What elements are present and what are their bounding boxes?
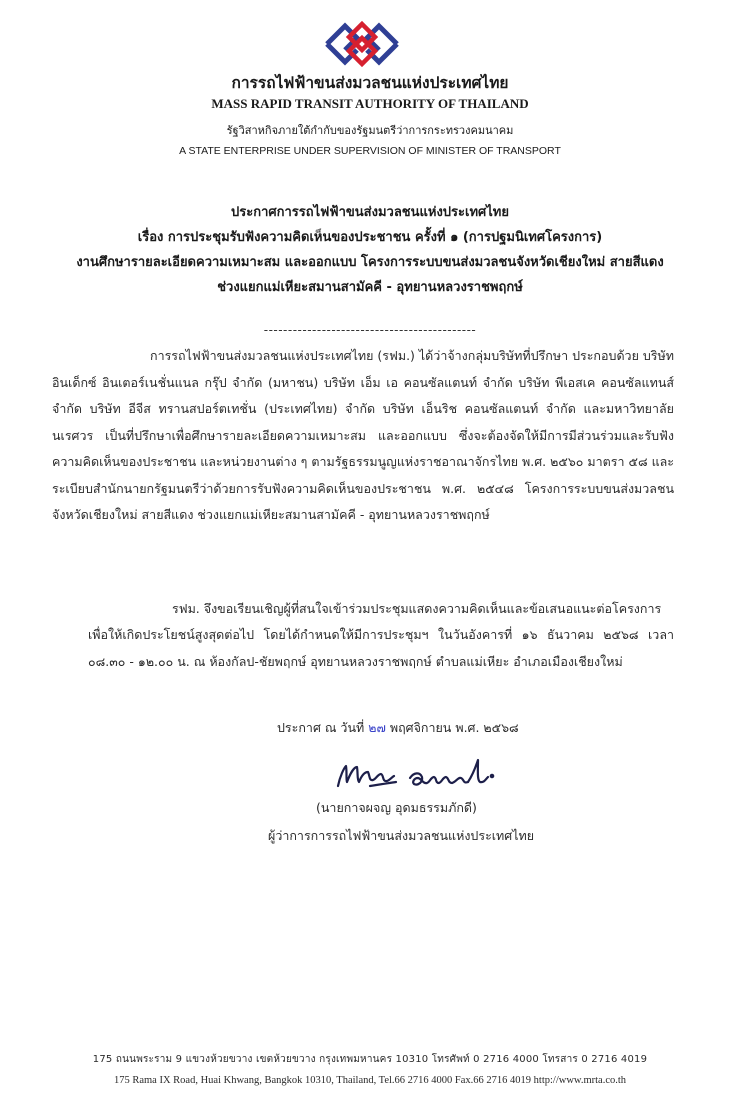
org-name-thai: การรถไฟฟ้าขนส่งมวลชนแห่งประเทศไทย — [231, 73, 509, 92]
org-subtitle-english: A STATE ENTERPRISE UNDER SUPERVISION OF MINISTER OF TRANSPORT — [179, 145, 561, 157]
announcement-title-block — [40, 200, 700, 300]
body-paragraph-2-first-line: รฟม. จึงขอเรียนเชิญผู้ที่สนใจเข้าร่วมประชุมแสดงความคิดเห็นและข้อเสนอแนะต่อโครงการ — [172, 601, 662, 616]
body-paragraph-2-rest: เพื่อให้เกิดประโยชน์สูงสุดต่อไป โดยได้กำหนดให้มีการประชุมฯ ในวันอังคารที่ ๑๖ ธันวาคม ๒๕๖๘ เวลา ๐๘.๓๐ - ๑๒.๐๐ น. ณ ห้องกัลป-ชัยพฤกษ์ อุทยานหลวงราชพฤกษ์ ตำบลแม่เหียะ อำเภอเมืองเชียงใหม่ — [88, 627, 674, 669]
body-paragraph-1: การรถไฟฟ้าขนส่งมวลชนแห่งประเทศไทย (รฟม.) ได้ว่าจ้างกลุ่มบริษัทที่ปรึกษา ประกอบด้วย บริษัท อินเด็กซ์ อินเตอร์เนชั่นแนล กรุ๊ป จำกัด (มหาชน) บริษัท เอ็ม เอ คอนซัลแตนท์ จำกัด บริษัท พีเอสเค คอนซัลแทนส์ จำกัด บริษัท อีจีส ทรานสปอร์ตเทชั่น (ประเทศไทย) จำกัด บริษัท เอ็นริช คอนซัลแตนท์ จำกัด และมหาวิทยาลัยนเรศวร เป็นที่ปรึกษาเพื่อศึกษารายละเอียดความเหมาะสม และออกแบบ ซึ่งจะต้องจัดให้มีการมีส่วนร่วมและรับฟังความคิดเห็นของประชาชน และหน่วยงานต่าง ๆ ตามรัฐธรรมนูญแห่งราชอาณาจักรไทย พ.ศ. ๒๕๖๐ มาตรา ๕๘ และระเบียบสำนักนายกรัฐมนตรีว่าด้วยการรับฟังความคิดเห็นของประชาชน พ.ศ. ๒๕๔๘ โครงการระบบขนส่งมวลชนจังหวัดเชียงใหม่ สายสีแดง ช่วงแยกแม่เหียะสมานสามัคคี - อุทยานหลวงราชพฤกษ์ — [52, 348, 675, 522]
announcement-subject: เรื่อง การประชุมรับฟังความคิดเห็นของประชาชน ครั้งที่ ๑ (การปฐมนิเทศโครงการ) — [137, 230, 603, 245]
org-name-english: MASS RAPID TRANSIT AUTHORITY OF THAILAND — [211, 96, 529, 111]
signatory-name: (นายกาจผจญ อุดมธรรมภักดี) — [316, 800, 477, 815]
footer-address-english: 175 Rama IX Road, Huai Khwang, Bangkok 10310, Thailand, Tel.66 2716 4000 Fax.66 2716 4019 http://www.mrta.co.th — [113, 1075, 627, 1086]
announcement-heading: ประกาศการรถไฟฟ้าขนส่งมวลชนแห่งประเทศไทย — [231, 205, 509, 220]
signatory-title: ผู้ว่าการการรถไฟฟ้าขนส่งมวลชนแห่งประเทศไทย — [268, 828, 535, 843]
announcement-date — [277, 718, 519, 738]
announcement-date-prefix: ประกาศ ณ วันที่ — [277, 720, 369, 735]
project-section-line: ช่วงแยกแม่เหียะสมานสามัคคี - อุทยานหลวงราชพฤกษ์ — [217, 280, 523, 295]
org-subtitle-thai: รัฐวิสาหกิจภายใต้กำกับของรัฐมนตรีว่าการกระทรวงคมนาคม — [226, 124, 514, 137]
announcement-date-suffix: พฤศจิกายน พ.ศ. ๒๕๖๘ — [385, 720, 519, 735]
project-name-line: งานศึกษารายละเอียดความเหมาะสม และออกแบบ โครงการระบบขนส่งมวลชนจังหวัดเชียงใหม่ สายสีแดง — [76, 255, 664, 270]
signature-icon — [330, 752, 500, 800]
separator-line: -------------------------------------------- — [263, 323, 477, 337]
mrta-logo-icon — [323, 18, 401, 70]
footer-address-thai: 175 ถนนพระราม 9 แขวงห้วยขวาง เขตห้วยขวาง กรุงเทพมหานคร 10310 โทรศัพท์ 0 2716 4000 โทรสาร 0 2716 4019 — [92, 1054, 648, 1065]
announcement-date-day: ๒๗ — [368, 720, 386, 735]
